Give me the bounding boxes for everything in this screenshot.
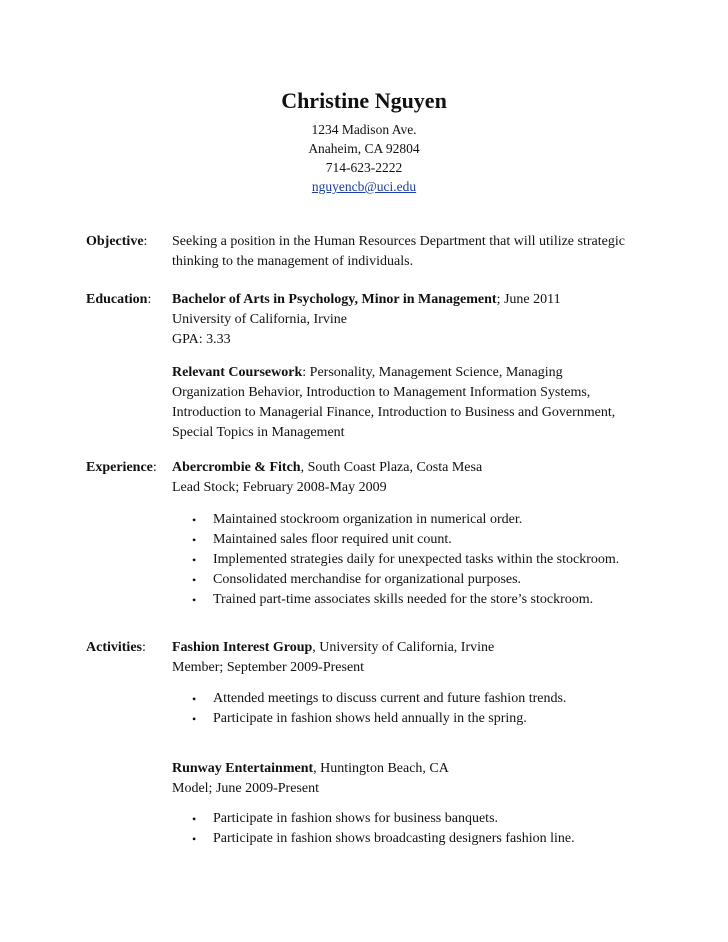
- phone-number: 714-623-2222: [325, 160, 403, 175]
- list-item: • Attended meetings to discuss current and future fashion trends.: [192, 691, 567, 706]
- list-item: • Consolidated merchandise for organizational purposes.: [192, 572, 522, 587]
- activity-2-bullets: [192, 809, 652, 849]
- activity-1-bullets: [192, 689, 652, 729]
- activity-entry-1: [172, 638, 652, 678]
- experience-entry: [172, 458, 652, 498]
- list-item: • Participate in fashion shows held annually in the spring.: [192, 711, 527, 726]
- experience-label: Experience:: [86, 460, 157, 475]
- objective-text: Seeking a position in the Human Resources Department that will utilize strategic thinking to the management of individuals.: [172, 234, 625, 269]
- activity-location: , Huntington Beach, CA: [313, 761, 449, 776]
- experience-bullets: [192, 510, 652, 610]
- objective-label: Objective:: [86, 234, 148, 249]
- activity-location: , University of California, Irvine: [312, 640, 495, 655]
- employer-location: , South Coast Plaza, Costa Mesa: [300, 460, 483, 475]
- address-line-2: Anaheim, CA 92804: [308, 141, 420, 156]
- list-item: • Trained part-time associates skills needed for the store’s stockroom.: [192, 592, 594, 607]
- degree-line: [172, 290, 652, 310]
- activity-entry-2: [172, 759, 652, 799]
- gpa: GPA: 3.33: [172, 332, 231, 347]
- activity-org: Runway Entertainment: [172, 761, 314, 776]
- list-item: • Participate in fashion shows broadcasting designers fashion line.: [192, 831, 575, 846]
- coursework-label: Relevant Coursework: [172, 365, 303, 380]
- degree-date: ; June 2011: [496, 292, 561, 307]
- list-item: • Participate in fashion shows for business banquets.: [192, 811, 499, 826]
- activities-label: Activities:: [86, 640, 146, 655]
- email-link[interactable]: nguyencb@uci.edu: [311, 179, 417, 194]
- address-line-1: 1234 Madison Ave.: [311, 122, 417, 137]
- activity-org: Fashion Interest Group: [172, 640, 313, 655]
- list-item: • Maintained stockroom organization in numerical order.: [192, 512, 523, 527]
- education-details: [172, 290, 652, 350]
- degree: Bachelor of Arts in Psychology, Minor in Management: [172, 292, 497, 307]
- list-item: • Implemented strategies daily for unexpected tasks within the stockroom.: [192, 552, 620, 567]
- contact-info: [0, 120, 728, 196]
- candidate-name: Christine Nguyen: [281, 88, 447, 113]
- activity-role: Member; September 2009-Present: [172, 660, 365, 675]
- list-item: • Maintained sales floor required unit count.: [192, 532, 452, 547]
- coursework: Relevant Coursework: Personality, Management Science, Managing Organization Behavior, Introduction to Management Information Systems, Introduction to Managerial Finance, Introduction to Business and Government, Special Topics in Management: [172, 365, 616, 440]
- activity-role: Model; June 2009-Present: [172, 781, 319, 796]
- job-role: Lead Stock; February 2008-May 2009: [172, 480, 387, 495]
- education-label: Education:: [86, 292, 152, 307]
- employer-name: Abercrombie & Fitch: [172, 460, 301, 475]
- school-name: University of California, Irvine: [172, 312, 347, 327]
